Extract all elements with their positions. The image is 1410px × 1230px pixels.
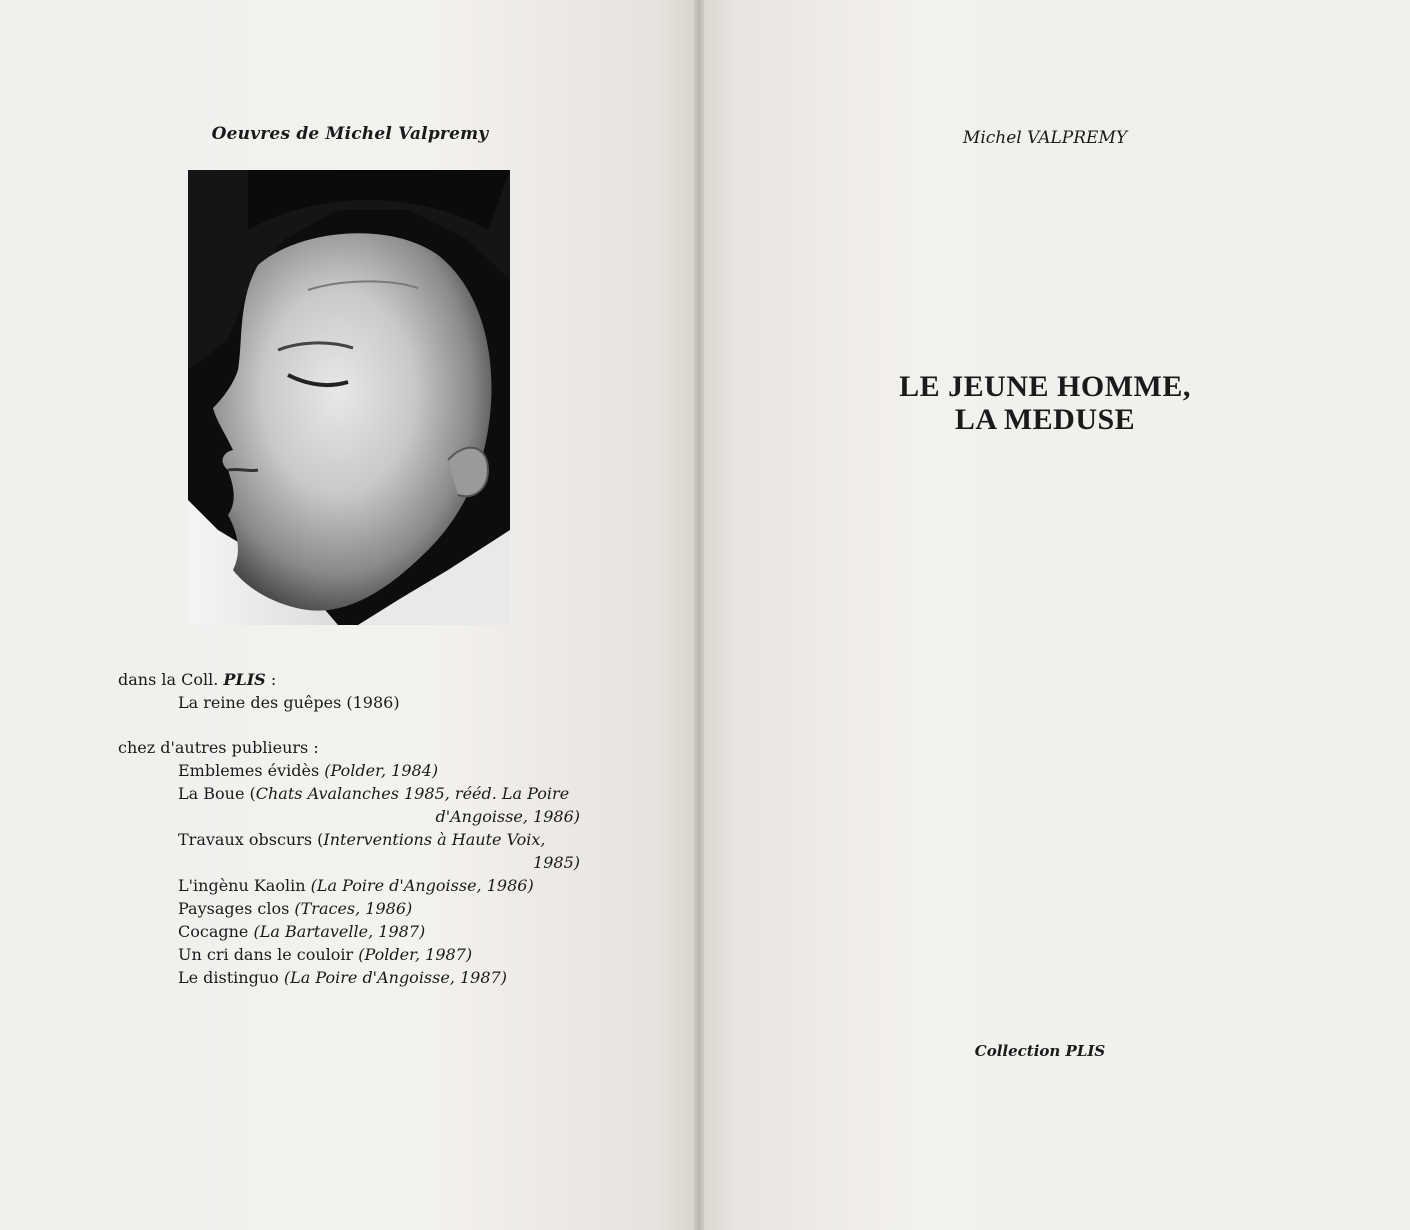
book-gutter [694, 0, 704, 1230]
work-publisher: Interventions à Haute Voix, [323, 830, 546, 849]
work-publisher: (Polder, 1984) [324, 761, 439, 780]
work-publisher: (Traces, 1986) [294, 899, 413, 918]
work-title: Le distinguo [178, 968, 284, 987]
work-item [118, 874, 598, 897]
book-title [880, 370, 1210, 436]
work-title: Cocagne [178, 922, 254, 941]
work-publisher: (La Poire d'Angoisse, 1987) [283, 968, 507, 987]
work-publisher-cont: 1985) [533, 853, 580, 872]
work-title: Emblemes évidès [178, 761, 325, 780]
work-item [118, 759, 598, 782]
works-title: Oeuvres de Michel Valpremy [211, 124, 489, 144]
work-title: L'ingènu Kaolin [178, 876, 311, 895]
portrait-image [188, 170, 510, 625]
heading-text: dans la Coll. [118, 670, 224, 689]
collection-name: PLIS [223, 670, 266, 689]
work-title: Travaux obscurs ( [178, 830, 324, 849]
works-list [118, 668, 598, 989]
work-title: Paysages clos [178, 899, 295, 918]
collection-label [940, 1042, 1140, 1060]
portrait-photo [188, 170, 510, 625]
collection-prefix: Collection [974, 1042, 1066, 1060]
work-item [118, 943, 598, 966]
work-item [118, 920, 598, 943]
work-publisher: (La Bartavelle, 1987) [253, 922, 426, 941]
work-publisher: Chats Avalanches 1985, rééd. La Poire [255, 784, 570, 803]
title-line-1: LE JEUNE HOMME, [899, 370, 1191, 403]
work-item [118, 828, 598, 851]
work-publisher: (La Poire d'Angoisse, 1986) [310, 876, 534, 895]
work-item [118, 782, 598, 805]
work-publisher-cont: d'Angoisse, 1986) [435, 807, 580, 826]
title-line-2: LA MEDUSE [954, 403, 1136, 436]
heading-suffix: : [265, 670, 277, 689]
section-heading-plis [118, 668, 598, 691]
collection-name: PLIS [1065, 1042, 1106, 1060]
left-page [0, 0, 700, 1230]
work-title: La Boue ( [178, 784, 256, 803]
work-item [118, 897, 598, 920]
work-title: Un cri dans le couloir [178, 945, 359, 964]
author-name: Michel VALPREMY [962, 128, 1128, 148]
show-through-text [800, 196, 1270, 309]
work-item: La reine des guêpes (1986) [178, 693, 400, 712]
section-heading-other: chez d'autres publieurs : [118, 738, 319, 757]
work-publisher: (Polder, 1987) [358, 945, 473, 964]
work-item [118, 966, 598, 989]
